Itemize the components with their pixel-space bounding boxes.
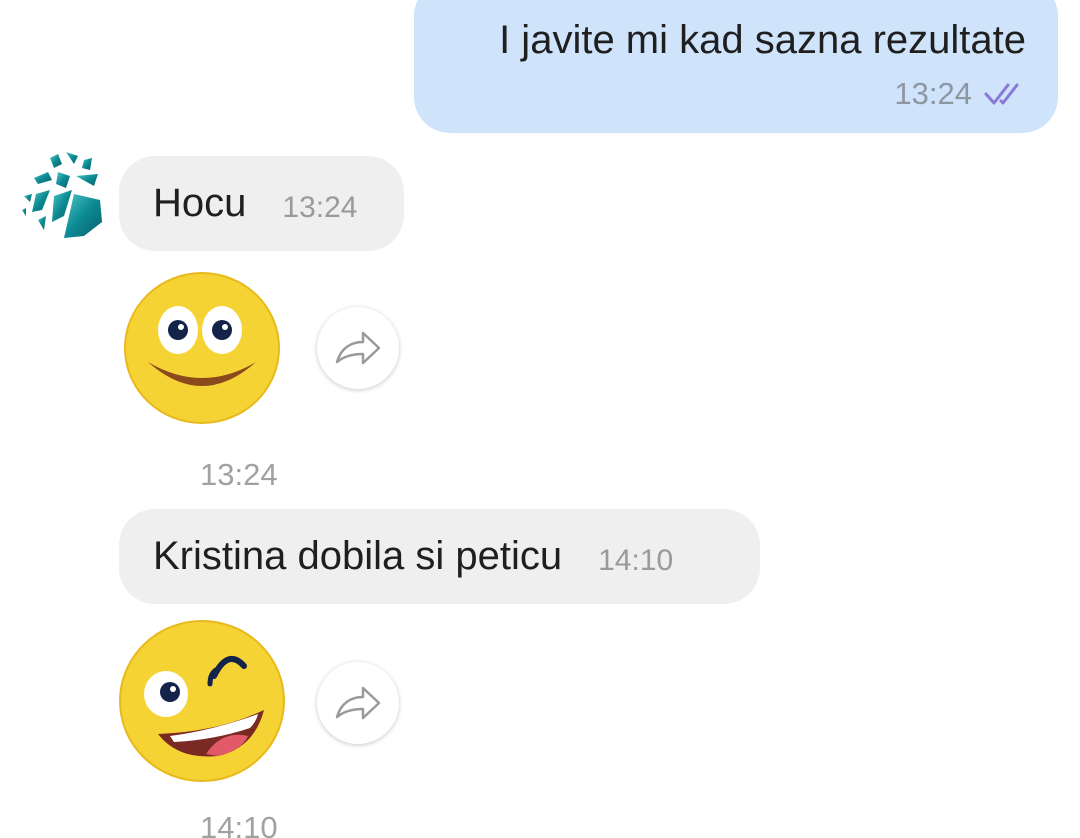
message-text: Kristina dobila si peticu: [153, 534, 563, 578]
contact-avatar[interactable]: [18, 150, 104, 242]
winking-laughing-face-sticker[interactable]: [118, 618, 288, 784]
incoming-message-bubble[interactable]: [119, 156, 404, 251]
message-time: 13:24: [894, 76, 972, 111]
message-text: I javite mi kad sazna rezultate: [499, 18, 1026, 62]
message-text: Hocu: [153, 181, 247, 225]
sticker-time: 14:10: [200, 810, 278, 838]
double-check-icon: [984, 80, 1028, 108]
share-arrow-icon: [333, 328, 383, 368]
outgoing-message-bubble[interactable]: [414, 0, 1058, 133]
message-time: 14:10: [598, 543, 674, 577]
share-button[interactable]: [317, 662, 399, 744]
sticker-time: 13:24: [200, 457, 278, 492]
message-meta: [894, 76, 1028, 112]
incoming-message-bubble[interactable]: [119, 509, 760, 604]
smiling-face-sticker[interactable]: [118, 270, 283, 426]
share-arrow-icon: [333, 683, 383, 723]
message-time: 13:24: [282, 190, 358, 224]
share-button[interactable]: [317, 307, 399, 389]
